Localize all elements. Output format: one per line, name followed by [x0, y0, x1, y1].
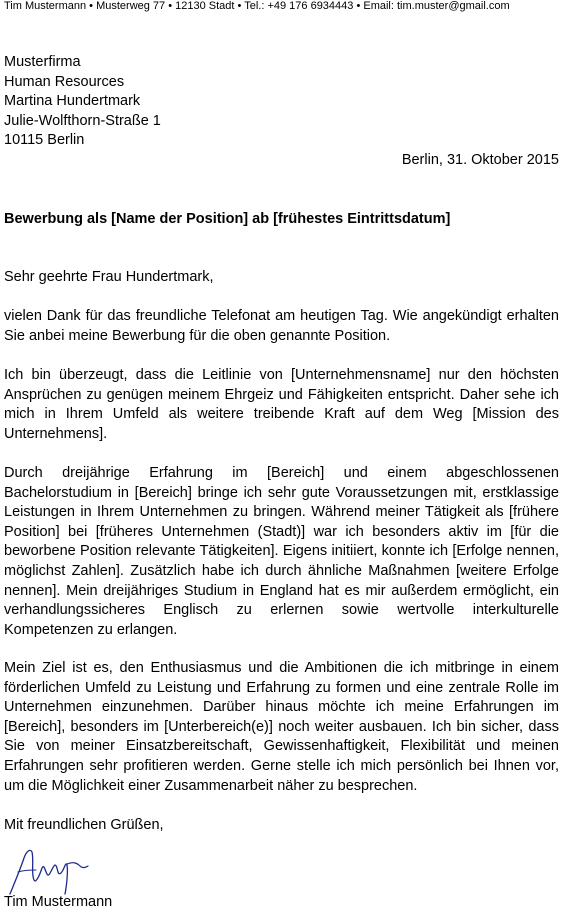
- recipient-company: Musterfirma: [4, 54, 81, 70]
- sender-contact-line: Tim Mustermann • Musterweg 77 • 12130 Stadt • Tel.: +49 176 6934443 • Email: tim.muster@gmail.com: [4, 0, 510, 12]
- recipient-department: Human Resources: [4, 73, 125, 90]
- letter-subject: Bewerbung als [Name der Position] ab [frühestes Eintrittsdatum]: [4, 211, 451, 227]
- signer-name: Tim Mustermann: [4, 894, 113, 910]
- recipient-city: 10115 Berlin: [4, 132, 85, 149]
- body-paragraph-3: Durch dreijährige Erfahrung im [Bereich] und einem abgeschlossenen Bachelorstudium in [Bereich] bringe ich sehr gute Voraussetzungen mit, erstklassige Leistungen in Ihrem Unternehmen zu bringen. Während meiner Tätigkeit als [frühere Position] bei [früheres Unternehmen (Stadt)] war ich besonders aktiv im [für die beworbene Position relevante Tätigkeiten]. Eigens initiiert, konnte ich [Erfolge nennen, möglichst Zahlen]. Zusätzlich habe ich durch ähnliche Maßnahmen [weitere Erfolge nennen]. Mein dreijähriges Studium in England hat es mir außerdem ermöglicht, ein verhandlungssicheres Englisch zu erlernen sowie wertvolle interkulturelle Kompetenzen zu erlangen.: [4, 465, 559, 638]
- body-paragraph-2: Ich bin überzeugt, dass die Leitlinie von [Unternehmensname] nur den höchsten Ansprüchen zu genügen meinem Ehrgeiz und Fähigkeiten entspricht. Daher sehe ich mich in Ihrem Umfeld als weitere treibende Kraft auf dem Weg [Mission des Unternehmens].: [4, 367, 559, 442]
- letter-date: Berlin, 31. Oktober 2015: [401, 152, 559, 168]
- body-paragraph-1: vielen Dank für das freundliche Telefonat am heutigen Tag. Wie angekündigt erhalten Sie anbei meine Bewerbung für die oben genannte Position.: [4, 308, 559, 344]
- closing-phrase: Mit freundlichen Grüßen,: [4, 817, 164, 833]
- body-paragraph-4: Mein Ziel ist es, den Enthusiasmus und die Ambitionen die ich mitbringe in einem förderlichen Umfeld zu Leistung und Erfahrung zu formen und eine zentrale Rolle im Unternehmen einzunehmen. Darüber hinaus möchte ich meine Erfahrungen im [Bereich], besonders im [Unterbereich(e)] noch weiter ausbauen. Ich bin sicher, dass Sie von meiner Einsatzbereitschaft, Gewissenhaftigkeit, Flexibilität und meinen Erfahrungen sehr profitieren werden. Gerne stelle ich mich persönlich bei Ihnen vor, um die Möglichkeit einer Zusammenarbeit näher zu besprechen.: [4, 660, 559, 794]
- salutation: Sehr geehrte Frau Hundertmark,: [4, 269, 214, 285]
- recipient-address: [4, 53, 161, 151]
- recipient-street: Julie-Wolfthorn-Straße 1: [4, 112, 161, 129]
- recipient-contact: Martina Hundertmark: [4, 93, 141, 110]
- handwritten-signature: [4, 840, 114, 896]
